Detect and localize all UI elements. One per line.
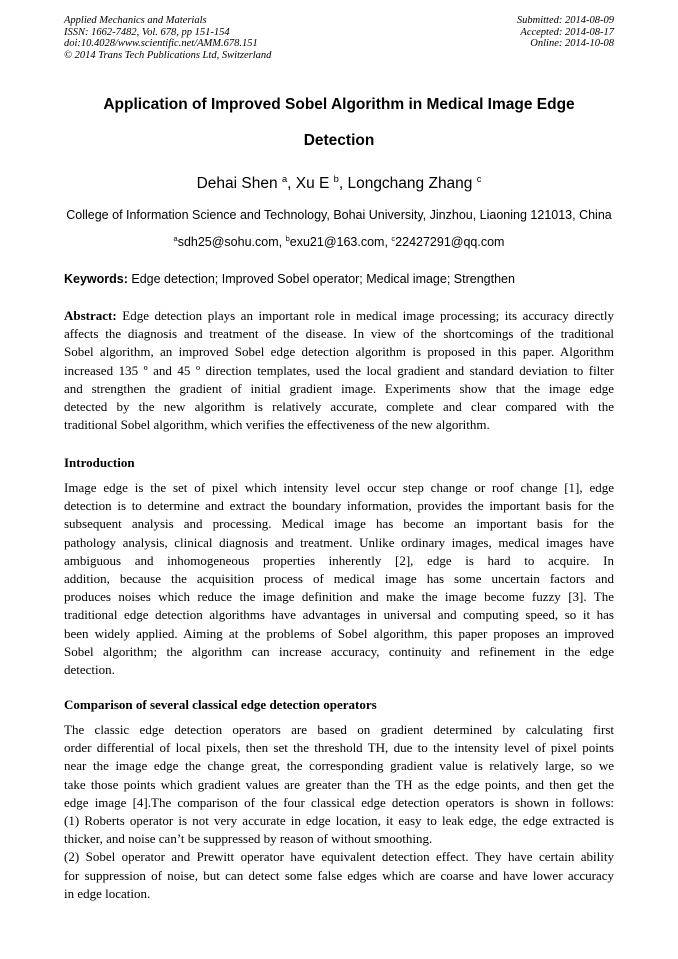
text-line: produces noises which reduce the image definition and make the image become fuzzy [3]. The [64, 589, 614, 605]
text-line: increased 135 º and 45 º direction templates, used the local gradient and standard deviation to filter [64, 362, 614, 378]
comparison-paragraph [64, 721, 614, 903]
text-line: The classic edge detection operators are based on gradient determined by calculating first [64, 722, 614, 737]
text-line: affects the diagnosis and treatment of the disease. In view of the shortcomings of the traditional [64, 326, 614, 342]
text-line: in edge location. [64, 885, 151, 901]
text-line: detection is to determine and extract the boundary information, provides the important basis for the [64, 498, 614, 514]
online-date: Online: 2014-10-08 [530, 38, 614, 50]
authors: Dehai Shen $^a$, Xu E $^b$, Longchang Zhang $^c$ [196, 174, 482, 193]
abstract [64, 307, 614, 434]
introduction-heading: Introduction [64, 455, 135, 470]
text-line: detected by the new algorithm is relatively accurate, complete and clear compared with the [64, 398, 614, 414]
journal-info [64, 15, 271, 61]
text-line: edge image [4].The comparison of the four classical edge detection operators is shown in follows: [64, 794, 614, 810]
text-line: Sobel algorithm, an improved Sobel edge detection algorithm is proposed in this paper. Algorithm [64, 344, 614, 360]
accepted-date: Accepted: 2014-08-17 [520, 26, 614, 38]
submitted-date: Submitted: 2014-08-09 [516, 15, 614, 26]
text-line: (1) Roberts operator is not very accurate in edge location, it easy to leak edge, the edge extracted is [64, 812, 614, 828]
text-line: pathology analysis, clinical diagnosis and treatment. Unlike ordinary images, medical images have [64, 534, 614, 550]
paper-title-line1: Application of Improved Sobel Algorithm in Medical Image Edge [103, 96, 575, 113]
text-line: ambiguous and inhomogeneous properties inherently [2], edge is hard to acquire. In [64, 552, 614, 568]
emails: $^a$sdh25@sohu.com, $^b$exu21@163.com, $^c$22427291@qq.com [173, 234, 505, 250]
dates-info [517, 15, 614, 50]
text-line: traditional edge detection algorithms have advantages in universal and computing speed, so it has [64, 607, 614, 623]
affiliation: College of Information Science and Technology, Bohai University, Jinzhou, Liaoning 121013, China [66, 208, 612, 222]
text-line: Sobel algorithm; the algorithm can increase accuracy, continuity and refinement in the edge [64, 643, 614, 659]
doi: doi:10.4028/www.scientific.net/AMM.678.151 [64, 38, 258, 50]
text-line: traditional Sobel algorithm, which verifies the effectiveness of the new algorithm. [64, 417, 490, 433]
issn: ISSN: 1662-7482, Vol. 678, pp 151-154 [64, 26, 230, 38]
keywords: Keywords: Edge detection; Improved Sobel operator; Medical image; Strengthen [64, 272, 515, 286]
text-line: addition, because the acquisition process of medical image has some uncertain factors and [64, 570, 614, 586]
comparison-heading: Comparison of several classical edge detection operators [64, 697, 377, 712]
text-line: for suppression of noise, but can detect some false edges which are coarse and have lower accuracy [64, 867, 614, 883]
introduction-paragraph [64, 479, 614, 679]
text-line: order differential of local pixels, then set the threshold TH, due to the intensity level of pixel points [64, 740, 614, 756]
text-line: take those points which gradient values are greater than the TH as the edge points, and then get the [64, 776, 614, 792]
text-line: Abstract: Edge detection plays an important role in medical image processing; its accuracy directly [64, 308, 614, 323]
copyright: © 2014 Trans Tech Publications Ltd, Switzerland [64, 49, 272, 61]
text-line: (2) Sobel operator and Prewitt operator have equivalent detection effect. They have certain ability [64, 849, 614, 865]
text-line: detection. [64, 661, 115, 677]
paper-title-line2: Detection [303, 132, 375, 149]
text-line: Image edge is the set of pixel which intensity level occur step change or roof change [1], edge [64, 480, 614, 495]
journal-name: Applied Mechanics and Materials [64, 15, 207, 26]
text-line: subsequent analysis and processing. Medical image has become an important basis for the [64, 516, 614, 532]
text-line: thicker, and noise can’t be suppressed by reason of without smoothing. [64, 831, 433, 847]
text-line: and strengthen the gradient of initial gradient image. Experiments show that the image edge [64, 380, 614, 396]
text-line: near the image edge the change great, the corresponding gradient value is relatively large, so we [64, 758, 614, 774]
text-line: been widely applied. Aiming at the problems of Sobel algorithm, this paper proposes an improved [64, 625, 614, 641]
